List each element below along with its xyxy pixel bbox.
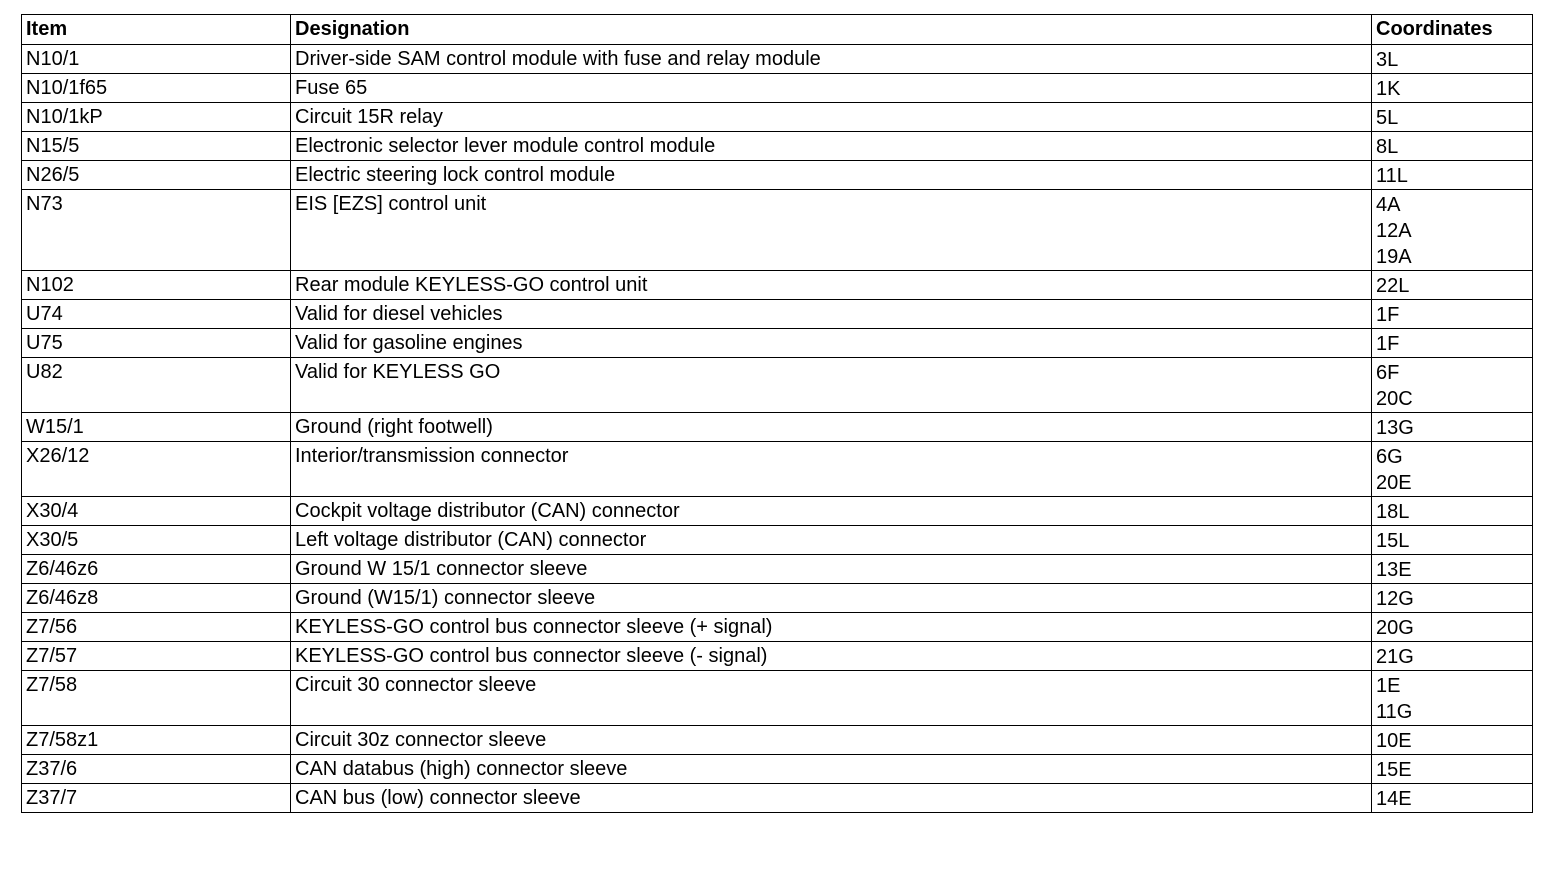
component-legend-table <box>21 14 1533 813</box>
table-row <box>22 271 1533 300</box>
designation-cell: Electric steering lock control module <box>291 161 1372 190</box>
item-cell: Z6/46z8 <box>22 584 291 613</box>
designation-cell: Driver-side SAM control module with fuse and relay module <box>291 45 1372 74</box>
item-cell: Z6/46z6 <box>22 555 291 584</box>
coordinate-value: 13E <box>1376 559 1412 581</box>
table-row <box>22 555 1533 584</box>
designation-cell: Ground (right footwell) <box>291 413 1372 442</box>
designation-cell: Ground W 15/1 connector sleeve <box>291 555 1372 584</box>
coordinates-cell <box>1372 132 1533 161</box>
coordinate-value: 1F <box>1376 333 1400 355</box>
item-cell: X30/4 <box>22 497 291 526</box>
coordinates-cell <box>1372 784 1533 813</box>
designation-cell: Electronic selector lever module control module <box>291 132 1372 161</box>
designation-cell: Circuit 15R relay <box>291 103 1372 132</box>
table-row <box>22 358 1533 413</box>
header-designation: Designation <box>291 15 1372 45</box>
coordinate-value: 1F <box>1376 304 1400 326</box>
designation-cell: Rear module KEYLESS-GO control unit <box>291 271 1372 300</box>
coordinate-value: 4A <box>1376 194 1401 216</box>
coordinate-value: 8L <box>1376 136 1399 158</box>
coordinates-cell <box>1372 671 1533 726</box>
item-cell: Z7/58 <box>22 671 291 726</box>
designation-cell: Valid for diesel vehicles <box>291 300 1372 329</box>
table-row <box>22 497 1533 526</box>
item-cell: U75 <box>22 329 291 358</box>
designation-cell: Valid for gasoline engines <box>291 329 1372 358</box>
designation-cell: Circuit 30z connector sleeve <box>291 726 1372 755</box>
coordinates-cell <box>1372 74 1533 103</box>
table-row <box>22 329 1533 358</box>
coordinate-value: 22L <box>1376 275 1410 297</box>
coordinates-cell <box>1372 726 1533 755</box>
item-cell: N10/1kP <box>22 103 291 132</box>
coordinates-cell <box>1372 329 1533 358</box>
item-cell: U82 <box>22 358 291 413</box>
coordinate-value: 1K <box>1376 78 1401 100</box>
coordinate-value: 6F <box>1376 362 1400 384</box>
designation-cell: KEYLESS-GO control bus connector sleeve (+ signal) <box>291 613 1372 642</box>
coordinate-value: 11G <box>1376 701 1413 723</box>
coordinate-value: 15L <box>1376 530 1410 552</box>
coordinate-value: 18L <box>1376 501 1410 523</box>
coordinates-cell <box>1372 45 1533 74</box>
coordinate-value: 13G <box>1376 417 1414 439</box>
coordinates-cell <box>1372 442 1533 497</box>
coordinates-cell <box>1372 271 1533 300</box>
coordinates-cell <box>1372 555 1533 584</box>
designation-cell: Interior/transmission connector <box>291 442 1372 497</box>
table-header <box>22 15 1533 45</box>
table-row <box>22 784 1533 813</box>
designation-cell: CAN bus (low) connector sleeve <box>291 784 1372 813</box>
table-row <box>22 45 1533 74</box>
coordinate-value: 19A <box>1376 246 1412 268</box>
coordinate-value: 6G <box>1376 446 1403 468</box>
item-cell: W15/1 <box>22 413 291 442</box>
table-body <box>22 45 1533 813</box>
designation-cell: Circuit 30 connector sleeve <box>291 671 1372 726</box>
coordinates-cell <box>1372 190 1533 271</box>
coordinate-value: 14E <box>1376 788 1412 810</box>
table-row <box>22 442 1533 497</box>
coordinate-value: 11L <box>1376 165 1408 187</box>
table-row <box>22 613 1533 642</box>
item-cell: X26/12 <box>22 442 291 497</box>
coordinate-value: 12G <box>1376 588 1414 610</box>
header-row <box>22 15 1533 45</box>
coordinates-cell <box>1372 358 1533 413</box>
coordinates-cell <box>1372 755 1533 784</box>
coordinates-cell <box>1372 584 1533 613</box>
designation-cell: Cockpit voltage distributor (CAN) connector <box>291 497 1372 526</box>
coordinates-cell <box>1372 642 1533 671</box>
coordinate-value: 21G <box>1376 646 1414 668</box>
coordinate-value: 3L <box>1376 49 1399 71</box>
table-row <box>22 132 1533 161</box>
table-row <box>22 300 1533 329</box>
item-cell: N10/1f65 <box>22 74 291 103</box>
coordinate-value: 1E <box>1376 675 1401 697</box>
coordinates-cell <box>1372 613 1533 642</box>
table-row <box>22 584 1533 613</box>
table-row <box>22 671 1533 726</box>
designation-cell: Valid for KEYLESS GO <box>291 358 1372 413</box>
item-cell: N102 <box>22 271 291 300</box>
coordinate-value: 20E <box>1376 472 1412 494</box>
designation-cell: EIS [EZS] control unit <box>291 190 1372 271</box>
coordinates-cell <box>1372 103 1533 132</box>
coordinates-cell <box>1372 526 1533 555</box>
coordinates-cell <box>1372 300 1533 329</box>
coordinates-cell <box>1372 161 1533 190</box>
item-cell: Z37/7 <box>22 784 291 813</box>
table-row <box>22 103 1533 132</box>
coordinate-value: 10E <box>1376 730 1412 752</box>
item-cell: Z37/6 <box>22 755 291 784</box>
item-cell: X30/5 <box>22 526 291 555</box>
item-cell: N15/5 <box>22 132 291 161</box>
item-cell: U74 <box>22 300 291 329</box>
item-cell: N10/1 <box>22 45 291 74</box>
table-row <box>22 161 1533 190</box>
table-row <box>22 526 1533 555</box>
coordinate-value: 20C <box>1376 388 1413 410</box>
designation-cell: CAN databus (high) connector sleeve <box>291 755 1372 784</box>
table-row <box>22 726 1533 755</box>
designation-cell: Fuse 65 <box>291 74 1372 103</box>
item-cell: Z7/56 <box>22 613 291 642</box>
table-row <box>22 642 1533 671</box>
item-cell: Z7/57 <box>22 642 291 671</box>
table-row <box>22 413 1533 442</box>
header-item: Item <box>22 15 291 45</box>
coordinate-value: 5L <box>1376 107 1399 129</box>
designation-cell: Left voltage distributor (CAN) connector <box>291 526 1372 555</box>
coordinates-cell <box>1372 413 1533 442</box>
designation-cell: KEYLESS-GO control bus connector sleeve (- signal) <box>291 642 1372 671</box>
table-row <box>22 755 1533 784</box>
table-row <box>22 74 1533 103</box>
header-coordinates: Coordinates <box>1372 15 1533 45</box>
item-cell: Z7/58z1 <box>22 726 291 755</box>
coordinate-value: 12A <box>1376 220 1412 242</box>
item-cell: N26/5 <box>22 161 291 190</box>
coordinate-value: 20G <box>1376 617 1414 639</box>
designation-cell: Ground (W15/1) connector sleeve <box>291 584 1372 613</box>
item-cell: N73 <box>22 190 291 271</box>
coordinates-cell <box>1372 497 1533 526</box>
table-row <box>22 190 1533 271</box>
coordinate-value: 15E <box>1376 759 1412 781</box>
